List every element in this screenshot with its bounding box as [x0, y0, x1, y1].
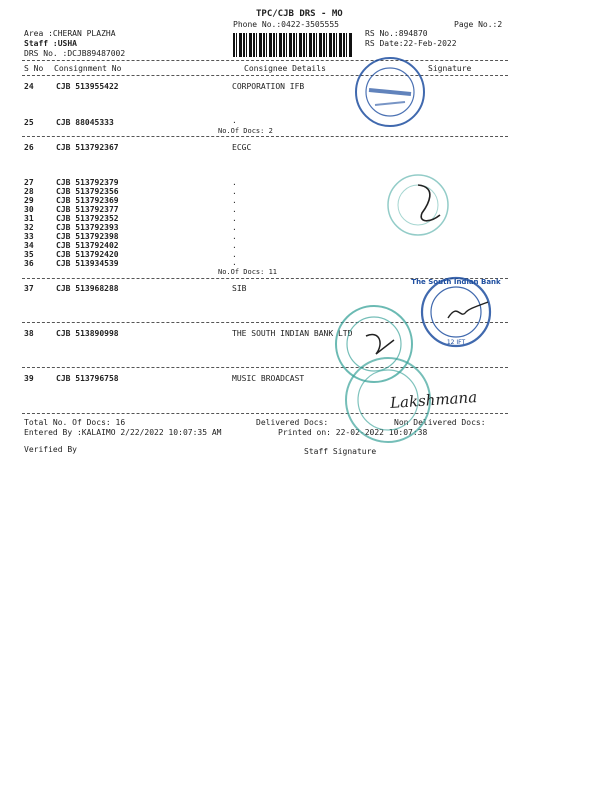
- row-sno: 27: [24, 178, 34, 187]
- row-sno: 39: [24, 374, 34, 383]
- row-consignee: SIB: [232, 284, 247, 293]
- row-consignment: CJB 513792398: [56, 232, 119, 241]
- row-sno: 38: [24, 329, 34, 338]
- phone-number: Phone No.:0422-3505555: [233, 20, 339, 29]
- row-consignment: CJB 513792393: [56, 223, 119, 232]
- row-consignee: .: [232, 214, 237, 223]
- handwritten-signature: Lakshmana: [389, 387, 478, 413]
- row-consignee: .: [232, 196, 237, 205]
- row-consignment: CJB 513792369: [56, 196, 119, 205]
- drs-number: DRS No. :DCJB89487002: [24, 49, 126, 58]
- row-consignee: .: [232, 178, 237, 187]
- row-sno: 35: [24, 250, 34, 259]
- document-title: TPC/CJB DRS - MO: [256, 9, 343, 19]
- row-consignee: .: [232, 232, 237, 241]
- row-consignee: MUSIC BROADCAST: [232, 374, 305, 383]
- row-sno: 30: [24, 205, 34, 214]
- page-number: Page No.:2: [454, 20, 503, 29]
- row-sno: 24: [24, 82, 34, 91]
- bank-seal-stamp-icon: [345, 50, 439, 130]
- row-consignment: CJB 513792352: [56, 214, 119, 223]
- row-consignee: .: [232, 223, 237, 232]
- row-consignment: CJB 513792379: [56, 178, 119, 187]
- faded-seal-stamp-icon: [378, 165, 458, 245]
- row-consignee: ECGC: [232, 143, 252, 152]
- row-sno: 37: [24, 284, 34, 293]
- row-consignment: CJB 88045333: [56, 118, 114, 127]
- group-total: No.Of Docs: 11: [218, 268, 278, 276]
- barcode: [233, 33, 353, 57]
- rs-date: RS Date:22-Feb-2022: [365, 39, 457, 48]
- row-sno: 36: [24, 259, 34, 268]
- row-sno: 34: [24, 241, 34, 250]
- staff-label: Staff :USHA: [24, 39, 77, 48]
- area-label: Area :CHERAN PLAZHA: [24, 29, 116, 38]
- column-header-consignment: Consignment No: [54, 64, 122, 73]
- row-sno: 25: [24, 118, 34, 127]
- divider: [22, 136, 508, 137]
- row-consignee: THE SOUTH INDIAN BANK LTD: [232, 329, 353, 338]
- row-sno: 29: [24, 196, 34, 205]
- row-sno: 26: [24, 143, 34, 152]
- row-consignment: CJB 513792356: [56, 187, 119, 196]
- row-consignment: CJB 513792420: [56, 250, 119, 259]
- printed-on: Printed on: 22-02-2022 10:07:38: [278, 428, 428, 437]
- row-consignment: CJB 513968288: [56, 284, 119, 293]
- row-consignee: .: [232, 250, 237, 259]
- entered-by: Entered By :KALAIMO 2/22/2022 10:07:35 AM: [24, 428, 222, 437]
- staff-signature-label: Staff Signature: [304, 447, 377, 456]
- row-consignee: .: [232, 241, 237, 250]
- row-consignment: CJB 513792377: [56, 205, 119, 214]
- row-sno: 31: [24, 214, 34, 223]
- total-docs: Total No. Of Docs: 16: [24, 418, 126, 427]
- column-header-consignee: Consignee Details: [244, 64, 326, 73]
- row-consignment: CJB 513955422: [56, 82, 119, 91]
- row-consignment: CJB 513792402: [56, 241, 119, 250]
- non-delivered-docs: Non Delivered Docs:: [394, 418, 486, 427]
- row-consignee: .: [232, 187, 237, 196]
- seal-text: The South Indian Bank: [411, 278, 501, 286]
- south-indian-bank-seal-icon: [410, 272, 502, 352]
- column-header-sno: S No: [24, 64, 44, 73]
- column-header-signature: Signature: [428, 64, 472, 73]
- delivered-docs: Delivered Docs:: [256, 418, 329, 427]
- row-sno: 32: [24, 223, 34, 232]
- group-total: No.Of Docs: 2: [218, 127, 273, 135]
- verified-by: Verified By: [24, 445, 77, 454]
- row-consignment: CJB 513792367: [56, 143, 119, 152]
- row-consignee: CORPORATION IFB: [232, 82, 305, 91]
- row-sno: 33: [24, 232, 34, 241]
- row-consignee: .: [232, 205, 237, 214]
- row-consignment: CJB 513890998: [56, 329, 119, 338]
- row-consignment: CJB 513796758: [56, 374, 119, 383]
- row-consignee: .: [232, 258, 237, 267]
- seal-subtext: 12 IFT: [446, 339, 466, 346]
- rs-number: RS No.:894870: [365, 29, 428, 38]
- row-sno: 28: [24, 187, 34, 196]
- row-consignee: .: [232, 116, 237, 125]
- row-consignment: CJB 513934539: [56, 259, 119, 268]
